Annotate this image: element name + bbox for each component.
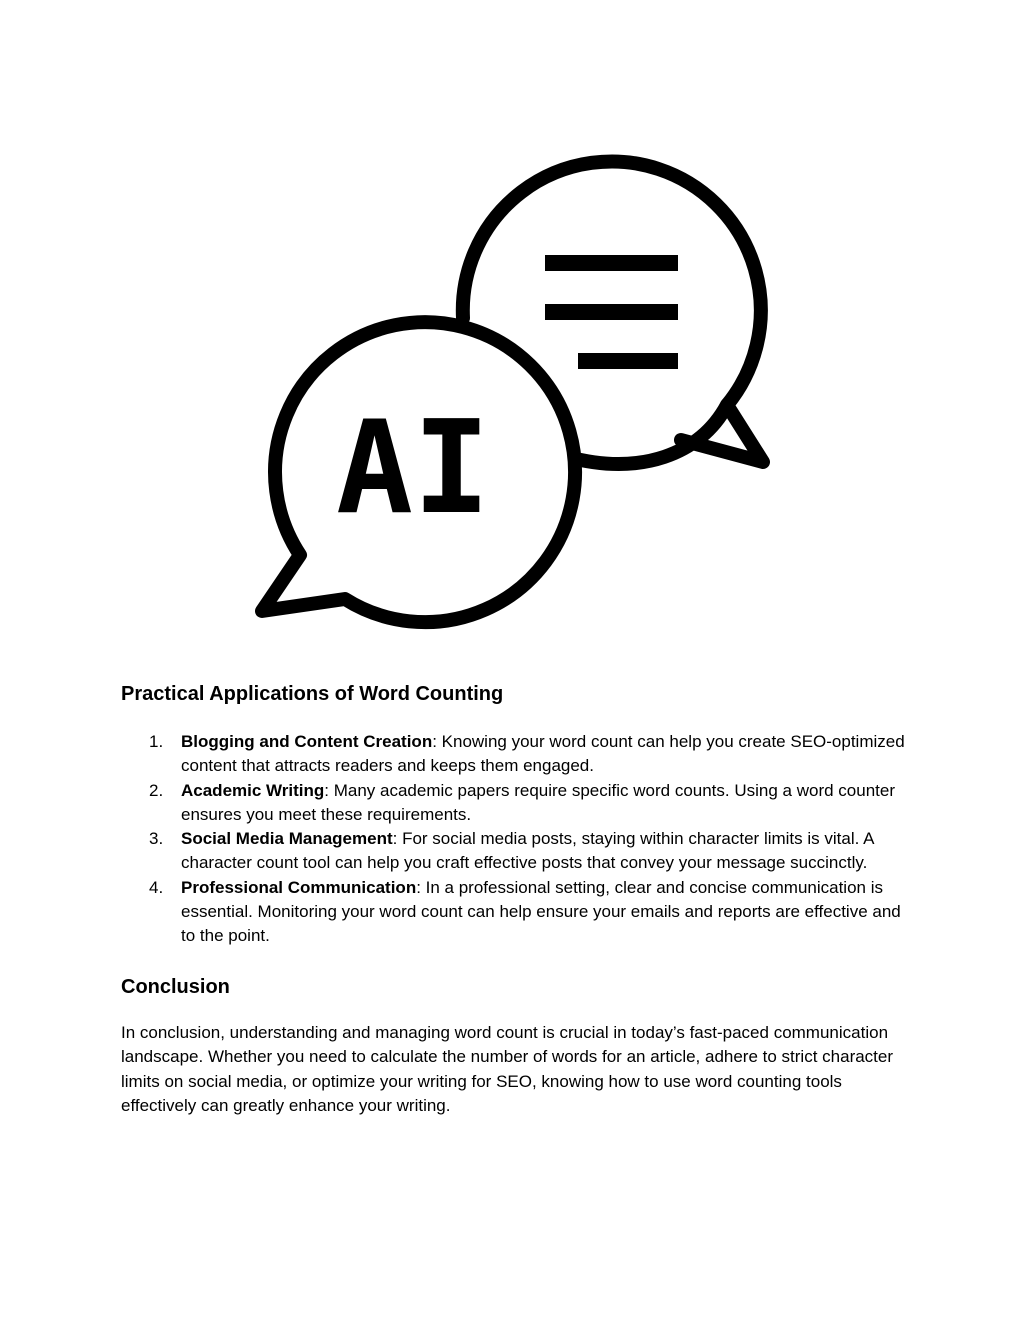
applications-list [121,730,911,949]
list-item-term: Academic Writing [181,780,325,800]
ai-chat-bubbles-icon [0,0,1024,660]
conclusion-paragraph: In conclusion, understanding and managing word count is crucial in today’s fast-paced communication landscape. Whether you need to calculate the number of words for an article, adhere to strict character limits on social media, or optimize your writing for SEO, knowing how to use word counting tools effectively can greatly enhance your writing. [121,1022,894,1116]
list-item-term: Professional Communication [181,877,417,897]
ai-letters: AI [335,394,491,543]
text-lines-icon [545,255,678,369]
list-item-text: : Many academic papers require specific word counts. Using a word counter ensures you meet these requirements. [181,780,895,824]
right-speech-bubble-icon [568,405,763,464]
document-body [121,680,911,1119]
list-item-text: : Knowing your word count can help you create SEO-optimized content that attracts readers and keeps them engaged. [181,732,905,776]
section-title-practical-applications: Practical Applications of Word Counting [121,683,504,705]
list-item-term: Social Media Management [181,829,393,849]
list-item-term: Blogging and Content Creation [181,732,433,751]
list-item [121,876,911,949]
list-item [121,730,911,779]
list-item [121,827,911,876]
section-title-conclusion: Conclusion [121,975,230,998]
list-item [121,779,911,828]
list-item-number: 4. [149,877,164,897]
list-item-number: 1. [149,732,164,751]
list-item-number: 3. [149,829,164,849]
list-item-text: : For social media posts, staying within character limits is vital. A character count tool can help you craft effective posts that convey your message succinctly. [181,829,874,873]
list-item-text: : In a professional setting, clear and concise communication is essential. Monitoring your word count can help ensure your emails and reports are effective and to the point. [181,877,901,946]
list-item-number: 2. [149,780,164,800]
